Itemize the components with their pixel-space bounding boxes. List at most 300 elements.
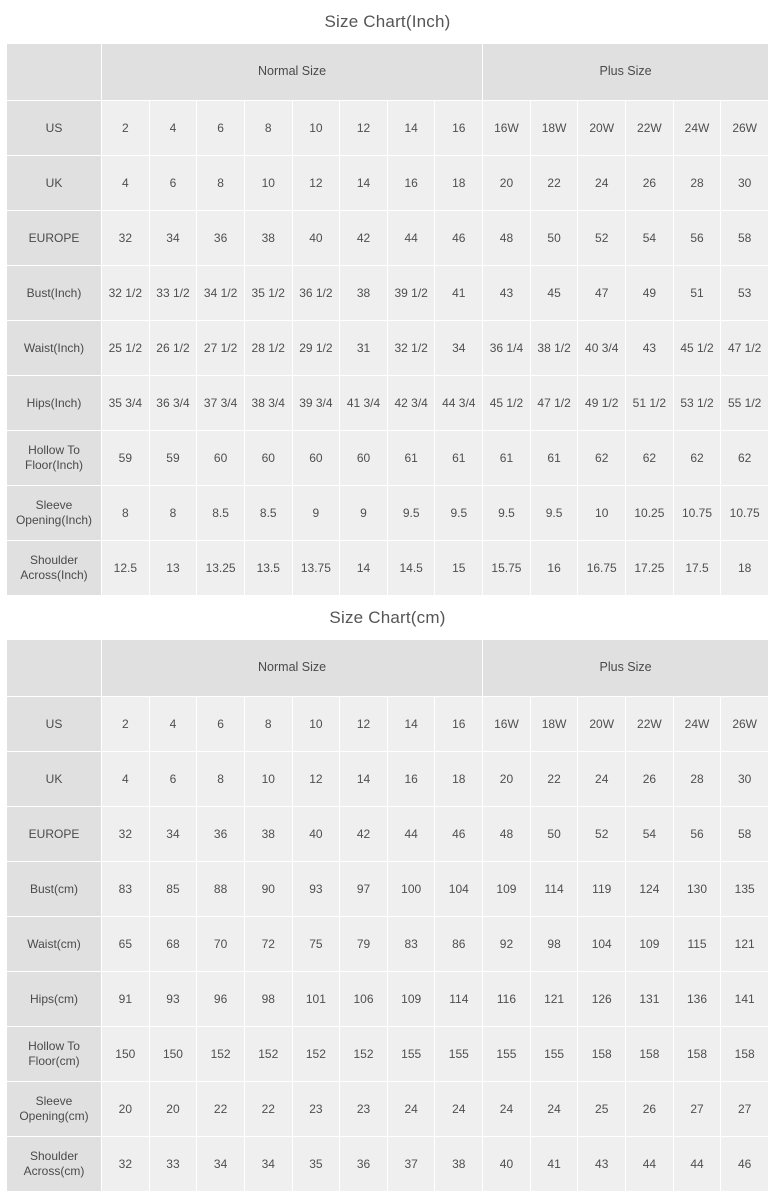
size-chart-sections — [6, 0, 769, 1192]
table-row — [7, 1082, 769, 1137]
table-cell: 8.5 — [197, 486, 245, 541]
table-cell: 22W — [626, 697, 674, 752]
table-cell: 8 — [197, 752, 245, 807]
table-cell: 6 — [149, 156, 197, 211]
table-cell: 93 — [292, 862, 340, 917]
table-cell: 83 — [387, 917, 435, 972]
table-cell: 34 — [197, 1137, 245, 1192]
row-header-cell: Sleeve Opening(cm) — [7, 1082, 102, 1137]
table-cell: 41 — [530, 1137, 578, 1192]
table-cell: 34 — [149, 211, 197, 266]
table-cell: 68 — [149, 917, 197, 972]
table-cell: 60 — [292, 431, 340, 486]
table-cell: 26 — [626, 752, 674, 807]
table-cell: 92 — [483, 917, 531, 972]
table-cell: 8 — [244, 101, 292, 156]
table-cell: 121 — [530, 972, 578, 1027]
table-cell: 93 — [149, 972, 197, 1027]
table-cell: 36 1/2 — [292, 266, 340, 321]
row-header-cell: US — [7, 697, 102, 752]
table-cell: 158 — [673, 1027, 721, 1082]
table-cell: 28 — [673, 752, 721, 807]
table-cell: 16.75 — [578, 541, 626, 596]
table-cell: 2 — [102, 101, 150, 156]
table-cell: 25 1/2 — [102, 321, 150, 376]
table-cell: 29 1/2 — [292, 321, 340, 376]
table-cell: 18W — [530, 101, 578, 156]
table-cell: 9 — [340, 486, 388, 541]
table-cell: 152 — [197, 1027, 245, 1082]
table-cell: 62 — [721, 431, 769, 486]
table-cell: 24 — [578, 752, 626, 807]
table-row — [7, 376, 769, 431]
row-header-cell: EUROPE — [7, 807, 102, 862]
table-cell: 8 — [244, 697, 292, 752]
table-cell: 60 — [244, 431, 292, 486]
table-cell: 26 — [626, 156, 674, 211]
table-cell: 30 — [721, 752, 769, 807]
table-cell: 109 — [387, 972, 435, 1027]
table-cell: 20 — [483, 752, 531, 807]
group-header-row — [7, 640, 769, 697]
table-cell: 10 — [244, 156, 292, 211]
row-header-cell: Hollow To Floor(cm) — [7, 1027, 102, 1082]
table-cell: 114 — [530, 862, 578, 917]
table-cell: 4 — [149, 697, 197, 752]
table-cell: 16W — [483, 697, 531, 752]
table-cell: 83 — [102, 862, 150, 917]
table-row — [7, 541, 769, 596]
table-cell: 55 1/2 — [721, 376, 769, 431]
table-cell: 41 — [435, 266, 483, 321]
table-cell: 24 — [435, 1082, 483, 1137]
table-cell: 101 — [292, 972, 340, 1027]
table-cell: 9.5 — [435, 486, 483, 541]
table-cell: 59 — [102, 431, 150, 486]
row-header-cell: Shoulder Across(Inch) — [7, 541, 102, 596]
table-cell: 48 — [483, 807, 531, 862]
table-cell: 28 — [673, 156, 721, 211]
table-cell: 150 — [102, 1027, 150, 1082]
table-cell: 20 — [149, 1082, 197, 1137]
table-cell: 42 3/4 — [387, 376, 435, 431]
table-cell: 18W — [530, 697, 578, 752]
row-header-cell: US — [7, 101, 102, 156]
table-row — [7, 431, 769, 486]
table-cell: 48 — [483, 211, 531, 266]
table-cell: 44 — [387, 211, 435, 266]
table-cell: 6 — [197, 101, 245, 156]
table-cell: 70 — [197, 917, 245, 972]
section-title: Size Chart(cm) — [329, 608, 446, 627]
table-cell: 24 — [530, 1082, 578, 1137]
table-cell: 12 — [340, 697, 388, 752]
table-cell: 13.5 — [244, 541, 292, 596]
table-cell: 34 — [435, 321, 483, 376]
table-cell: 36 — [340, 1137, 388, 1192]
table-cell: 27 — [721, 1082, 769, 1137]
table-cell: 18 — [721, 541, 769, 596]
table-cell: 10 — [292, 101, 340, 156]
table-cell: 16W — [483, 101, 531, 156]
table-cell: 20W — [578, 101, 626, 156]
table-cell: 60 — [340, 431, 388, 486]
table-cell: 135 — [721, 862, 769, 917]
table-row — [7, 752, 769, 807]
table-cell: 14 — [340, 541, 388, 596]
table-cell: 6 — [197, 697, 245, 752]
table-cell: 24 — [578, 156, 626, 211]
table-cell: 26 — [626, 1082, 674, 1137]
table-row — [7, 807, 769, 862]
table-cell: 158 — [626, 1027, 674, 1082]
table-cell: 15 — [435, 541, 483, 596]
table-cell: 14 — [387, 101, 435, 156]
table-cell: 16 — [387, 156, 435, 211]
table-cell: 37 — [387, 1137, 435, 1192]
table-cell: 18 — [435, 752, 483, 807]
table-cell: 119 — [578, 862, 626, 917]
table-cell: 13.75 — [292, 541, 340, 596]
group-header-cell: Normal Size — [102, 640, 483, 697]
section-title: Size Chart(Inch) — [324, 12, 451, 31]
table-cell: 44 3/4 — [435, 376, 483, 431]
row-header-cell: EUROPE — [7, 211, 102, 266]
table-cell: 90 — [244, 862, 292, 917]
table-cell: 24W — [673, 101, 721, 156]
table-cell: 65 — [102, 917, 150, 972]
table-cell: 14 — [340, 156, 388, 211]
table-cell: 34 — [149, 807, 197, 862]
table-cell: 6 — [149, 752, 197, 807]
table-cell: 26 1/2 — [149, 321, 197, 376]
table-cell: 38 — [244, 211, 292, 266]
table-cell: 88 — [197, 862, 245, 917]
table-cell: 98 — [530, 917, 578, 972]
table-cell: 152 — [244, 1027, 292, 1082]
table-cell: 24W — [673, 697, 721, 752]
table-cell: 10 — [578, 486, 626, 541]
row-header-cell: Hips(Inch) — [7, 376, 102, 431]
table-cell: 152 — [340, 1027, 388, 1082]
table-cell: 15.75 — [483, 541, 531, 596]
table-cell: 52 — [578, 807, 626, 862]
table-cell: 20W — [578, 697, 626, 752]
table-cell: 98 — [244, 972, 292, 1027]
table-cell: 155 — [483, 1027, 531, 1082]
table-cell: 16 — [387, 752, 435, 807]
table-cell: 13 — [149, 541, 197, 596]
table-cell: 115 — [673, 917, 721, 972]
table-cell: 36 1/4 — [483, 321, 531, 376]
table-cell: 58 — [721, 211, 769, 266]
table-cell: 10 — [244, 752, 292, 807]
table-cell: 40 3/4 — [578, 321, 626, 376]
table-cell: 14.5 — [387, 541, 435, 596]
table-cell: 8 — [197, 156, 245, 211]
table-cell: 158 — [721, 1027, 769, 1082]
table-cell: 22 — [197, 1082, 245, 1137]
table-cell: 47 1/2 — [721, 321, 769, 376]
table-cell: 114 — [435, 972, 483, 1027]
table-cell: 33 1/2 — [149, 266, 197, 321]
table-cell: 43 — [483, 266, 531, 321]
table-cell: 10 — [292, 697, 340, 752]
table-cell: 52 — [578, 211, 626, 266]
table-cell: 32 — [102, 807, 150, 862]
table-row — [7, 1137, 769, 1192]
table-cell: 4 — [102, 156, 150, 211]
table-cell: 42 — [340, 211, 388, 266]
table-cell: 9 — [292, 486, 340, 541]
table-row — [7, 862, 769, 917]
row-header-cell: Bust(Inch) — [7, 266, 102, 321]
table-cell: 59 — [149, 431, 197, 486]
table-cell: 44 — [673, 1137, 721, 1192]
table-cell: 61 — [483, 431, 531, 486]
row-header-cell: Waist(cm) — [7, 917, 102, 972]
table-cell: 44 — [387, 807, 435, 862]
table-cell: 44 — [626, 1137, 674, 1192]
table-cell: 61 — [387, 431, 435, 486]
row-header-cell: Bust(cm) — [7, 862, 102, 917]
table-cell: 47 1/2 — [530, 376, 578, 431]
table-row — [7, 697, 769, 752]
row-header-cell: Waist(Inch) — [7, 321, 102, 376]
row-header-cell: Sleeve Opening(Inch) — [7, 486, 102, 541]
table-cell: 53 — [721, 266, 769, 321]
table-cell: 16 — [530, 541, 578, 596]
table-cell: 34 — [244, 1137, 292, 1192]
table-row — [7, 1027, 769, 1082]
table-cell: 85 — [149, 862, 197, 917]
table-cell: 155 — [435, 1027, 483, 1082]
table-cell: 60 — [197, 431, 245, 486]
table-cell: 22W — [626, 101, 674, 156]
table-cell: 40 — [292, 211, 340, 266]
table-cell: 17.25 — [626, 541, 674, 596]
table-cell: 62 — [626, 431, 674, 486]
table-cell: 8.5 — [244, 486, 292, 541]
table-cell: 62 — [673, 431, 721, 486]
table-cell: 38 — [435, 1137, 483, 1192]
table-cell: 32 — [102, 1137, 150, 1192]
table-cell: 38 — [244, 807, 292, 862]
group-header-cell: Plus Size — [483, 640, 769, 697]
table-cell: 79 — [340, 917, 388, 972]
table-cell: 49 1/2 — [578, 376, 626, 431]
table-cell: 26W — [721, 697, 769, 752]
table-cell: 4 — [102, 752, 150, 807]
table-cell: 12 — [292, 156, 340, 211]
table-cell: 17.5 — [673, 541, 721, 596]
table-cell: 9.5 — [483, 486, 531, 541]
table-cell: 35 — [292, 1137, 340, 1192]
table-cell: 51 — [673, 266, 721, 321]
table-cell: 33 — [149, 1137, 197, 1192]
table-cell: 20 — [102, 1082, 150, 1137]
table-cell: 58 — [721, 807, 769, 862]
table-cell: 61 — [435, 431, 483, 486]
table-cell: 36 — [197, 211, 245, 266]
table-cell: 22 — [530, 752, 578, 807]
table-corner-cell — [7, 44, 102, 101]
table-cell: 9.5 — [387, 486, 435, 541]
row-header-cell: Hips(cm) — [7, 972, 102, 1027]
table-cell: 46 — [721, 1137, 769, 1192]
table-cell: 96 — [197, 972, 245, 1027]
table-cell: 121 — [721, 917, 769, 972]
table-cell: 104 — [435, 862, 483, 917]
table-cell: 100 — [387, 862, 435, 917]
row-header-cell: UK — [7, 156, 102, 211]
table-cell: 25 — [578, 1082, 626, 1137]
table-cell: 136 — [673, 972, 721, 1027]
table-cell: 130 — [673, 862, 721, 917]
table-cell: 31 — [340, 321, 388, 376]
table-cell: 61 — [530, 431, 578, 486]
table-cell: 155 — [530, 1027, 578, 1082]
row-header-cell: Hollow To Floor(Inch) — [7, 431, 102, 486]
table-cell: 12.5 — [102, 541, 150, 596]
table-cell: 72 — [244, 917, 292, 972]
table-row — [7, 266, 769, 321]
table-cell: 91 — [102, 972, 150, 1027]
table-cell: 16 — [435, 697, 483, 752]
table-cell: 56 — [673, 211, 721, 266]
table-row — [7, 321, 769, 376]
table-cell: 16 — [435, 101, 483, 156]
table-cell: 27 1/2 — [197, 321, 245, 376]
table-cell: 51 1/2 — [626, 376, 674, 431]
table-cell: 45 1/2 — [483, 376, 531, 431]
table-cell: 50 — [530, 211, 578, 266]
row-header-cell: Shoulder Across(cm) — [7, 1137, 102, 1192]
table-cell: 45 — [530, 266, 578, 321]
table-cell: 8 — [102, 486, 150, 541]
table-cell: 46 — [435, 807, 483, 862]
table-cell: 38 1/2 — [530, 321, 578, 376]
table-cell: 35 3/4 — [102, 376, 150, 431]
table-cell: 12 — [292, 752, 340, 807]
table-cell: 14 — [387, 697, 435, 752]
table-cell: 9.5 — [530, 486, 578, 541]
table-cell: 32 — [102, 211, 150, 266]
table-cell: 62 — [578, 431, 626, 486]
table-cell: 39 1/2 — [387, 266, 435, 321]
table-cell: 124 — [626, 862, 674, 917]
table-cell: 36 — [197, 807, 245, 862]
table-row — [7, 211, 769, 266]
table-cell: 36 3/4 — [149, 376, 197, 431]
table-cell: 116 — [483, 972, 531, 1027]
table-cell: 18 — [435, 156, 483, 211]
table-cell: 22 — [530, 156, 578, 211]
table-cell: 141 — [721, 972, 769, 1027]
table-cell: 22 — [244, 1082, 292, 1137]
table-cell: 152 — [292, 1027, 340, 1082]
table-cell: 46 — [435, 211, 483, 266]
table-cell: 24 — [387, 1082, 435, 1137]
size-table — [6, 639, 769, 1192]
table-cell: 23 — [292, 1082, 340, 1137]
table-cell: 158 — [578, 1027, 626, 1082]
table-cell: 40 — [483, 1137, 531, 1192]
group-header-row — [7, 44, 769, 101]
size-chart-section — [6, 596, 769, 1192]
table-cell: 43 — [626, 321, 674, 376]
group-header-cell: Normal Size — [102, 44, 483, 101]
table-cell: 4 — [149, 101, 197, 156]
table-row — [7, 972, 769, 1027]
table-cell: 104 — [578, 917, 626, 972]
table-cell: 38 3/4 — [244, 376, 292, 431]
table-cell: 32 1/2 — [387, 321, 435, 376]
table-cell: 39 3/4 — [292, 376, 340, 431]
group-header-cell: Plus Size — [483, 44, 769, 101]
table-cell: 32 1/2 — [102, 266, 150, 321]
table-cell: 126 — [578, 972, 626, 1027]
table-cell: 23 — [340, 1082, 388, 1137]
table-cell: 10.75 — [721, 486, 769, 541]
table-cell: 150 — [149, 1027, 197, 1082]
size-table — [6, 43, 769, 596]
table-cell: 35 1/2 — [244, 266, 292, 321]
table-cell: 38 — [340, 266, 388, 321]
table-cell: 37 3/4 — [197, 376, 245, 431]
table-row — [7, 486, 769, 541]
table-cell: 54 — [626, 807, 674, 862]
table-cell: 75 — [292, 917, 340, 972]
table-cell: 24 — [483, 1082, 531, 1137]
table-cell: 27 — [673, 1082, 721, 1137]
table-cell: 53 1/2 — [673, 376, 721, 431]
table-cell: 12 — [340, 101, 388, 156]
table-cell: 106 — [340, 972, 388, 1027]
table-cell: 42 — [340, 807, 388, 862]
table-cell: 97 — [340, 862, 388, 917]
table-cell: 28 1/2 — [244, 321, 292, 376]
table-cell: 50 — [530, 807, 578, 862]
table-cell: 10.75 — [673, 486, 721, 541]
table-cell: 131 — [626, 972, 674, 1027]
table-cell: 109 — [483, 862, 531, 917]
table-cell: 56 — [673, 807, 721, 862]
table-row — [7, 917, 769, 972]
table-cell: 26W — [721, 101, 769, 156]
table-corner-cell — [7, 640, 102, 697]
table-cell: 14 — [340, 752, 388, 807]
table-cell: 47 — [578, 266, 626, 321]
table-cell: 10.25 — [626, 486, 674, 541]
table-cell: 41 3/4 — [340, 376, 388, 431]
table-cell: 2 — [102, 697, 150, 752]
table-cell: 155 — [387, 1027, 435, 1082]
table-cell: 86 — [435, 917, 483, 972]
table-row — [7, 101, 769, 156]
table-cell: 34 1/2 — [197, 266, 245, 321]
table-cell: 30 — [721, 156, 769, 211]
table-cell: 13.25 — [197, 541, 245, 596]
table-cell: 109 — [626, 917, 674, 972]
table-cell: 54 — [626, 211, 674, 266]
table-cell: 43 — [578, 1137, 626, 1192]
table-cell: 40 — [292, 807, 340, 862]
size-chart-section — [6, 0, 769, 596]
table-cell: 45 1/2 — [673, 321, 721, 376]
table-cell: 49 — [626, 266, 674, 321]
row-header-cell: UK — [7, 752, 102, 807]
